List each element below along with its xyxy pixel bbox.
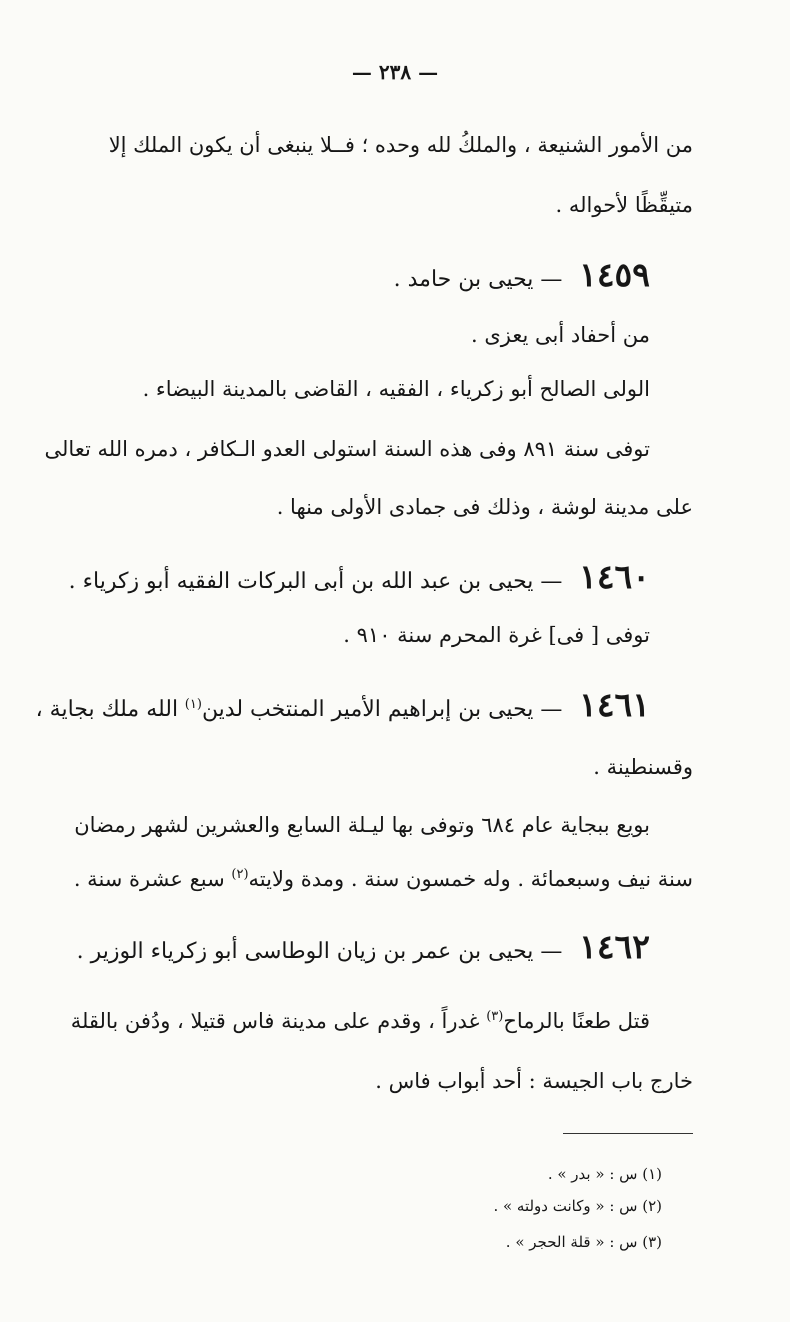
entry-title: — يحيى بن حامد . [393, 267, 563, 292]
text-segment: قتل طعنًا بالرماح [503, 1009, 650, 1033]
entry-title-cont: الله ملك بجاية ، [35, 697, 179, 722]
entry-1461-heading [35, 685, 650, 727]
footnote: (١) س : « بدر » . [547, 1165, 662, 1183]
text-line: توفى [ فى] غرة المحرم سنة ٩١٠ . [343, 623, 650, 647]
entry-title: — يحيى بن إبراهيم الأمير المنتخب لدين [201, 697, 563, 722]
footnote-ref: (٣) [486, 1009, 504, 1024]
text-line: خارج باب الجيسة : أحد أبواب فاس . [375, 1069, 693, 1093]
footnote-ref: (١) [184, 697, 202, 712]
entry-title: — يحيى بن عمر بن زيان الوطاسى أبو زكرياء الوزير . [76, 939, 563, 964]
text-line: وقسنطينة . [593, 755, 693, 779]
entry-number: ١٤٥٩ [579, 255, 650, 294]
entry-title: — يحيى بن عبد الله بن أبى البركات الفقيه أبو زكرياء . [68, 569, 563, 594]
text-line: على مدينة لوشة ، وذلك فى جمادى الأولى منها . [276, 495, 693, 519]
text-line [74, 858, 693, 896]
text-line: من الأمور الشنيعة ، والملكُ لله وحده ؛ فــلا ينبغى أن يكون الملك إلا [108, 133, 693, 157]
entry-number: ١٤٦٢ [579, 927, 650, 966]
text-segment: سبع عشرة سنة . [73, 867, 225, 891]
entry-number: ١٤٦١ [579, 685, 650, 724]
text-line: من أحفاد أبى يعزى . [471, 323, 650, 347]
entry-1459-heading [393, 255, 650, 297]
entry-number: ١٤٦٠ [579, 557, 650, 596]
text-line: توفى سنة ٨٩١ وفى هذه السنة استولى العدو الـكافر ، دمره الله تعالى [44, 437, 650, 461]
text-line: متيقِّظًا لأحواله . [555, 193, 693, 217]
footnote-divider [563, 1133, 693, 1134]
footnote: (٣) س : « قلة الحجر » . [505, 1233, 662, 1251]
text-line: بويع ببجاية عام ٦٨٤ وتوفى بها ليـلة السابع والعشرين لشهر رمضان [74, 813, 650, 837]
text-line [71, 1000, 650, 1038]
text-line: الولى الصالح أبو زكرياء ، الفقيه ، القاضى بالمدينة البيضاء . [142, 377, 650, 401]
entry-1460-heading [68, 557, 650, 599]
footnote: (٢) س : « وكانت دولته » . [493, 1197, 662, 1215]
footnote-ref: (٢) [231, 867, 249, 882]
text-segment: سنة نيف وسبعمائة . وله خمسون سنة . ومدة ولايته [248, 867, 693, 891]
text-segment: غدراً ، وقدم على مدينة فاس قتيلا ، ودُفن بالقلة [70, 1009, 480, 1033]
entry-1462-heading [76, 927, 650, 969]
page-number: — ٢٣٨ — [351, 60, 439, 84]
